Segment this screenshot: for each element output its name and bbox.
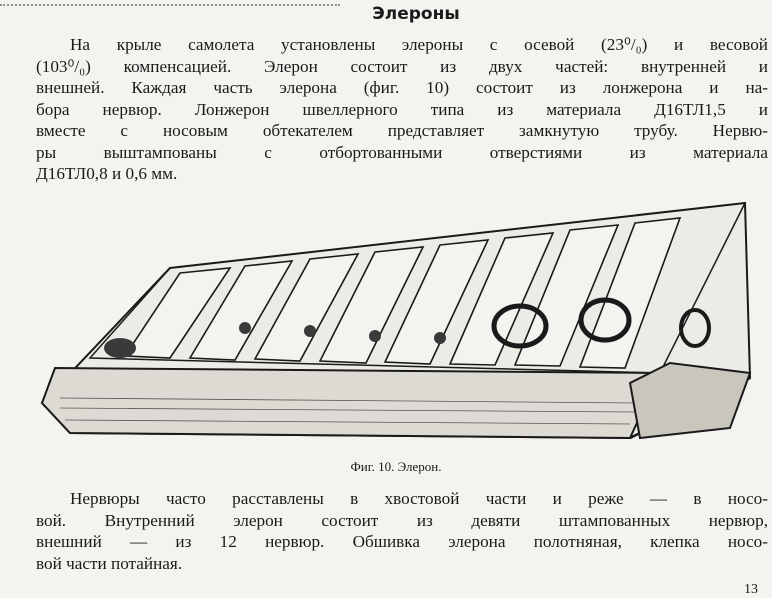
text-line: внешней. Каждая часть элерона (фиг. 10) состоит из лонжерона и на- (36, 78, 768, 97)
text-line: бора нервюр. Лонжерон швеллерного типа из материала Д16ТЛ1,5 и (36, 99, 768, 119)
paragraph-ribs (36, 488, 768, 574)
text-line: Нервюры часто расставлены в хвостовой части и реже — в носо- (70, 489, 768, 508)
section-heading: Элероны (372, 4, 460, 24)
text-line: внешний — из 12 нервюр. Обшивка элерона полотняная, клепка носо- (36, 532, 768, 551)
text-line: вой. Внутренний элерон состоит из девяти штампованных нервюр, (36, 510, 768, 530)
paragraph-description (36, 34, 768, 185)
text-line: вой части потайная. (36, 553, 183, 573)
text-line: вместе с носовым обтекателем представляет замкнутую трубу. Нервю- (36, 121, 768, 140)
text-line: ры выштампованы с отбортованными отверстиями из материала (36, 142, 768, 162)
aileron-illustration (30, 198, 770, 453)
page-number: 13 (744, 582, 758, 597)
text-line: Д16ТЛ0,8 и 0,6 мм. (36, 164, 178, 183)
figure-caption: Фиг. 10. Элерон. (350, 459, 442, 474)
text-line: На крыле самолета установлены элероны с осевой (23⁰/₀) и весовой (70, 35, 768, 54)
text-line: (103⁰/₀) компенсацией. Элерон состоит из двух частей: внутренней и (36, 56, 768, 76)
